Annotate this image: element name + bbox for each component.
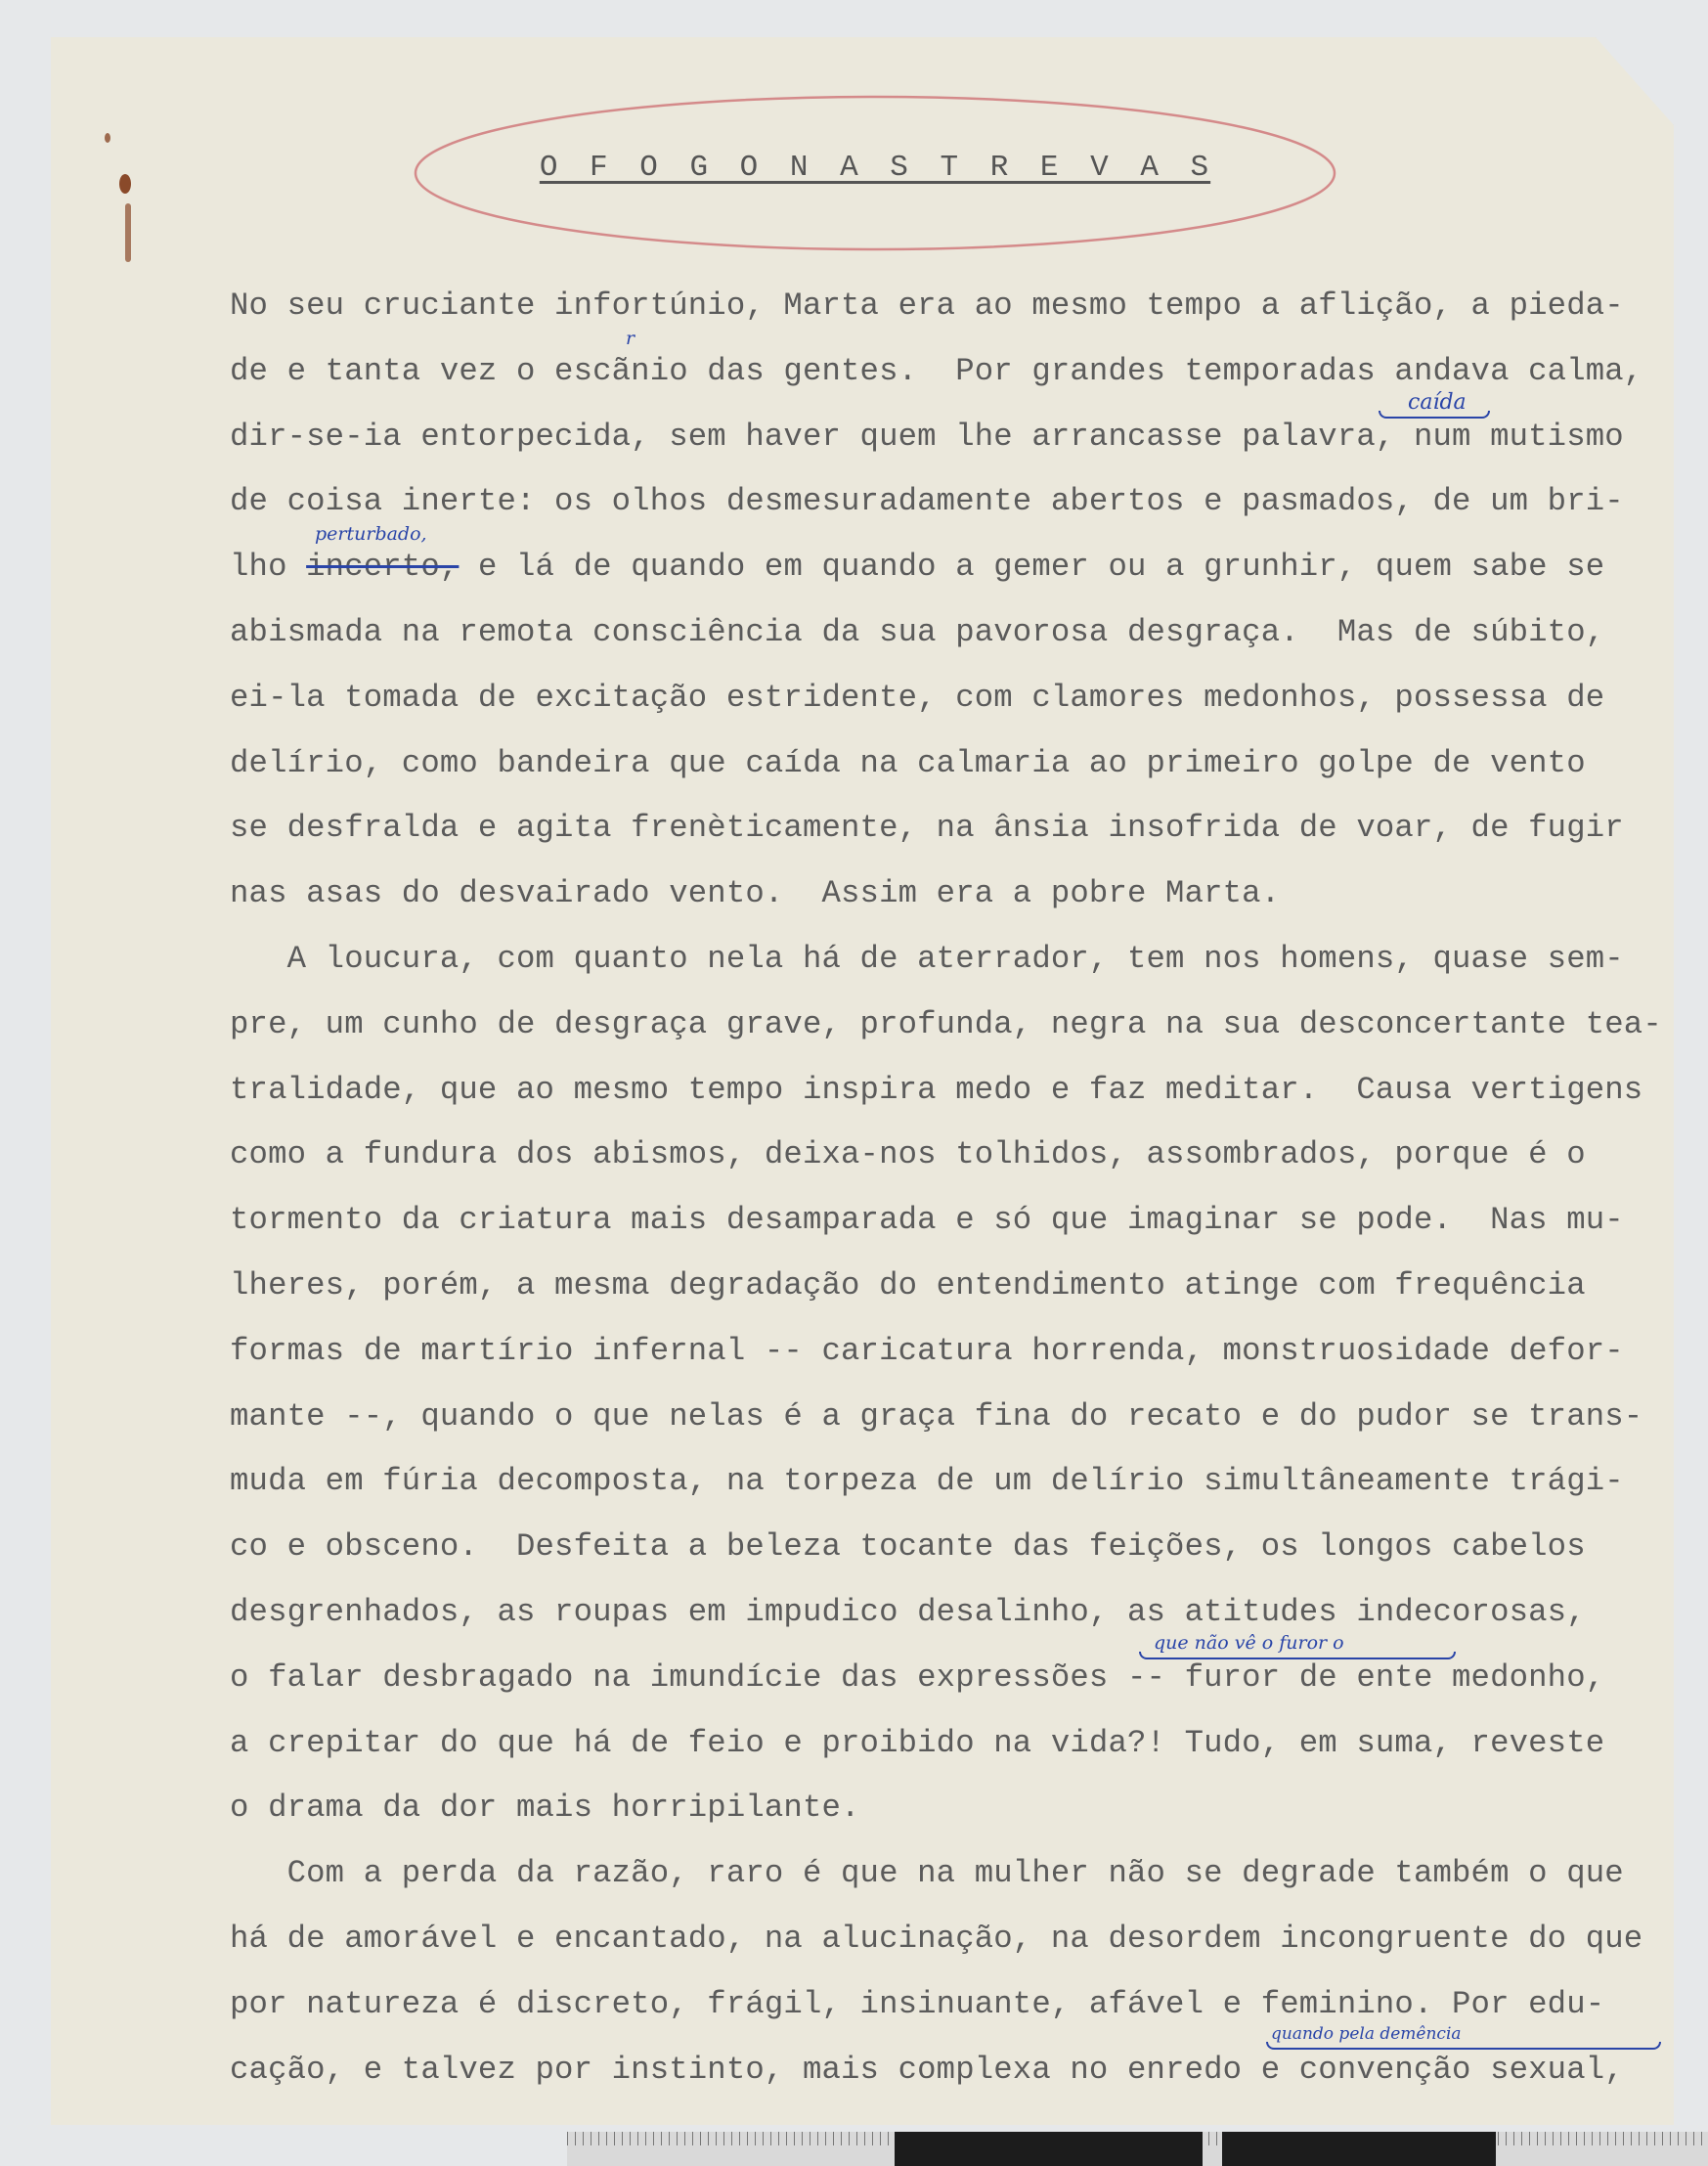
ruler-black-block (1222, 2132, 1496, 2166)
text-line: a crepitar do que há de feio e proibido na vida?! Tudo, em suma, reveste (230, 1724, 1605, 1761)
text-line: lheres, porém, a mesma degradação do entendimento atinge com frequência (230, 1266, 1586, 1304)
text-line: pre, um cunho de desgraça grave, profunda, negra na sua desconcertante tea- (230, 1005, 1662, 1042)
handwritten-insertion: caída (1408, 390, 1467, 415)
text-line: de coisa inerte: os olhos desmesuradamente abertos e pasmados, de um bri- (230, 483, 1624, 520)
text-line: abismada na remota consciência da sua pavorosa desgraça. Mas de súbito, (230, 613, 1605, 650)
insertion-mark (1139, 1652, 1456, 1659)
rust-stain (105, 133, 110, 143)
text-line: tralidade, que ao mesmo tempo inspira medo e faz meditar. Causa vertigens (230, 1071, 1643, 1108)
text-line: cação, e talvez por instinto, mais complexa no enredo e convenção sexual, (230, 2051, 1624, 2088)
insertion-mark (1379, 411, 1490, 419)
text-line: No seu cruciante infortúnio, Marta era ao mesmo tempo a aflição, a pieda- (230, 287, 1624, 324)
text-line: Com a perda da razão, raro é que na mulher não se degrade também o que (230, 1855, 1624, 1892)
title-block (411, 90, 1339, 256)
page-title (411, 151, 1339, 185)
text-line: A loucura, com quanto nela há de aterrador, tem nos homens, quase sem- (230, 940, 1624, 977)
text-line: delírio, como bandeira que caída na calmaria ao primeiro golpe de vento (230, 744, 1586, 781)
text-line: mante --, quando o que nelas é a graça fina do recato e do pudor se trans- (230, 1397, 1643, 1435)
text-line: como a fundura dos abismos, deixa-nos tolhidos, assombrados, porque é o (230, 1136, 1586, 1173)
text-line: o falar desbragado na imundície das expressões -- furor de ente medonho, (230, 1658, 1605, 1696)
text-segment: lho (230, 549, 307, 586)
text-line: dir-se-ia entorpecida, sem haver quem lhe arrancasse palavra, num mutismo (230, 418, 1624, 455)
title-text: O F O G O N A S T R E V A S (539, 151, 1211, 185)
document-body (230, 288, 1677, 2117)
text-segment: e lá de quando em quando a gemer ou a grunhir, quem sabe se (459, 549, 1605, 586)
scale-ruler (567, 2132, 1708, 2166)
text-line: por natureza é discreto, frágil, insinuante, afável e feminino. Por edu- (230, 1985, 1605, 2022)
insertion-mark (1266, 2042, 1661, 2050)
rust-stain (119, 174, 131, 194)
text-line: muda em fúria decomposta, na torpeza de um delírio simultâneamente trági- (230, 1463, 1624, 1500)
text-line: tormento da criatura mais desamparada e só que imaginar se pode. Nas mu- (230, 1202, 1624, 1239)
text-line: ei-la tomada de excitação estridente, com clamores medonhos, possessa de (230, 679, 1605, 716)
ruler-black-block (895, 2132, 1203, 2166)
struck-word: incerto, (306, 549, 460, 586)
text-line: de e tanta vez o escãnio das gentes. Por grandes temporadas andava calma, (230, 352, 1643, 389)
handwritten-insertion: quando pela demência (1271, 2024, 1462, 2044)
text-line: há de amorável e encantado, na alucinação, na desordem incongruente do que (230, 1920, 1643, 1957)
text-line: desgrenhados, as roupas em impudico desalinho, as atitudes indecorosas, (230, 1593, 1586, 1630)
text-line: o drama da dor mais horripilante. (230, 1790, 860, 1827)
handwritten-correction: r (626, 328, 635, 349)
handwritten-replacement: perturbado, (315, 523, 427, 545)
text-line: se desfralda e agita frenèticamente, na ânsia insofrida de voar, de fugir (230, 810, 1624, 847)
text-line (230, 550, 1677, 585)
text-line: nas asas do desvairado vento. Assim era a pobre Marta. (230, 875, 1281, 912)
text-line: formas de martírio infernal -- caricatura horrenda, monstruosidade defor- (230, 1332, 1624, 1369)
text-line: co e obsceno. Desfeita a beleza tocante das feições, os longos cabelos (230, 1528, 1586, 1566)
rust-stain (125, 203, 131, 262)
handwritten-insertion: que não vê o furor o (1154, 1632, 1344, 1654)
